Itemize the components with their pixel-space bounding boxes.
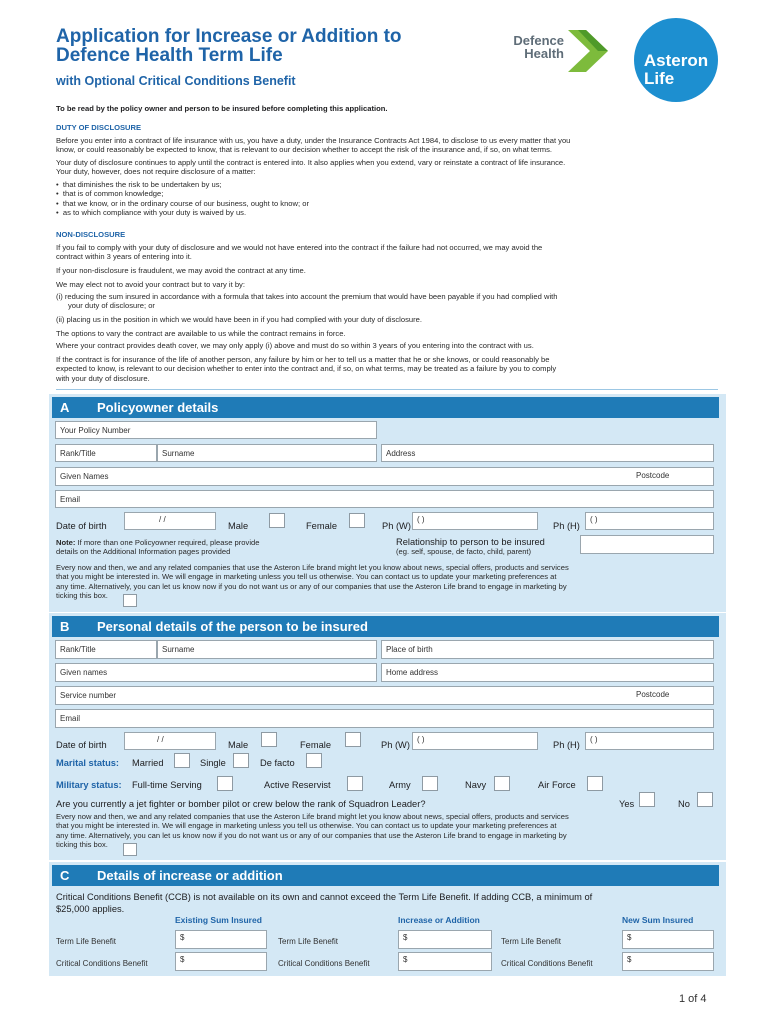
dob-field[interactable]: / / bbox=[124, 512, 216, 530]
ph-w-label: Ph (W) bbox=[382, 521, 411, 531]
nondisclosure-paragraph-1: If you fail to comply with your duty of disclosure and we would not have entered into the contract if the failure had not occurred, we may avoid the contract within 3 years of entering into it. bbox=[56, 243, 543, 262]
b-email-field[interactable]: Email bbox=[55, 709, 714, 728]
female-checkbox[interactable] bbox=[349, 513, 365, 528]
increase-critical-field[interactable]: $ bbox=[398, 952, 492, 971]
male-label: Male bbox=[228, 521, 249, 531]
b-female-checkbox[interactable] bbox=[345, 732, 361, 747]
given-names-field[interactable]: Given Names bbox=[55, 467, 714, 486]
postcode-label: Postcode bbox=[636, 471, 670, 480]
b-male-label: Male bbox=[228, 740, 249, 750]
married-checkbox[interactable] bbox=[174, 753, 190, 768]
army-checkbox[interactable] bbox=[422, 776, 438, 791]
list-item: • that diminishes the risk to be undertaken by us; bbox=[56, 180, 222, 189]
intro-text: To be read by the policy owner and person to be insured before completing this application. bbox=[56, 104, 388, 113]
page-number: 1 of 4 bbox=[679, 993, 707, 1005]
female-label: Female bbox=[306, 521, 338, 531]
existing-term-life-field[interactable]: $ bbox=[175, 930, 267, 949]
ccb-note: Critical Conditions Benefit (CCB) is not available on its own and cannot exceed the Term Life Benefit. If adding CCB, a minimum of $25,000 applies. bbox=[56, 892, 593, 914]
de-facto-label: De facto bbox=[260, 758, 295, 768]
ph-h-field[interactable]: ( ) bbox=[585, 512, 714, 530]
b-ph-w-label: Ph (W) bbox=[381, 740, 410, 750]
section-b-marketing-checkbox[interactable] bbox=[123, 843, 137, 856]
term-life-label-3: Term Life Benefit bbox=[501, 937, 562, 946]
b-male-checkbox[interactable] bbox=[261, 732, 277, 747]
section-a-header: A Policyowner details bbox=[52, 397, 719, 418]
b-ph-w-field[interactable]: ( ) bbox=[412, 732, 538, 750]
full-time-label: Full-time Serving bbox=[132, 780, 202, 790]
nondisclosure-paragraph-4: (i) reducing the sum insured in accordance with a formula that takes into account the premium that would have been payable if you had complied with your duty of disclosure; or bbox=[56, 292, 558, 311]
military-status-label: Military status: bbox=[56, 780, 122, 790]
air-force-checkbox[interactable] bbox=[587, 776, 603, 791]
jet-pilot-question: Are you currently a jet fighter or bomber pilot or crew below the rank of Squadron Leader? bbox=[56, 799, 426, 809]
section-b-marketing-text: Every now and then, we and any related companies that use the Asteron Life brand might let you know about news, special offers, products and services that you might be interested in. We will engage in marketing unless you tell us otherwise. You can contact us to update your marketing preferences at any time. Alternatively, you can let us know now if you do not want us or any of our companies that use the Asteron Life brand to engage in marketing by ticking this box. bbox=[56, 812, 569, 850]
relationship-field[interactable] bbox=[580, 535, 714, 554]
de-facto-checkbox[interactable] bbox=[306, 753, 322, 768]
critical-label-3: Critical Conditions Benefit bbox=[501, 959, 593, 968]
section-a-marketing-text: Every now and then, we and any related companies that use the Asteron Life brand might let you know about news, special offers, products and services that you might be interested in. We will engage in marketing unless you tell us otherwise. You can contact us to update your marketing preferences at any time. Alternatively, you can let us know now if you do not want us or any of our companies that use the Asteron Life brand to engage in marketing by ticking this box. bbox=[56, 563, 569, 601]
policyowner-note: Note: If more than one Policyowner required, please provide details on the Additional Information pages provided bbox=[56, 538, 260, 557]
single-label: Single bbox=[200, 758, 226, 768]
duty-heading: DUTY OF DISCLOSURE bbox=[56, 123, 142, 132]
list-item: • that is of common knowledge; bbox=[56, 189, 164, 199]
term-life-label-2: Term Life Benefit bbox=[278, 937, 339, 946]
nondisclosure-paragraph-5: (ii) placing us in the position in which we would have been in if you had complied with your duty of disclosure. bbox=[56, 315, 422, 324]
nondisclosure-paragraph-7: Where your contract provides death cover, we may only apply (i) above and must do so within 3 years of you entering into the contract with us. bbox=[56, 341, 534, 350]
navy-checkbox[interactable] bbox=[494, 776, 510, 791]
active-reservist-checkbox[interactable] bbox=[347, 776, 363, 791]
b-ph-h-label: Ph (H) bbox=[553, 740, 580, 750]
policy-number-field[interactable]: Your Policy Number bbox=[55, 421, 377, 439]
duty-paragraph-1: Before you enter into a contract of life insurance with us, you have a duty, under the Insurance Contracts Act 1984, to disclose to us every matter that you know, or could reasonably be expected to know, that is relevant to our decision whether to accept the risk of the insurance and, if so, on what terms. bbox=[56, 136, 571, 155]
b-place-of-birth-field[interactable]: Place of birth bbox=[381, 640, 714, 659]
duty-bullets bbox=[56, 180, 309, 218]
jet-no-checkbox[interactable] bbox=[697, 792, 713, 807]
full-time-checkbox[interactable] bbox=[217, 776, 233, 791]
b-rank-title-field[interactable]: Rank/Title bbox=[55, 640, 157, 659]
ph-h-label: Ph (H) bbox=[553, 521, 580, 531]
dob-label: Date of birth bbox=[56, 521, 107, 531]
critical-label: Critical Conditions Benefit bbox=[56, 959, 148, 968]
army-label: Army bbox=[389, 780, 411, 790]
increase-heading: Increase or Addition bbox=[398, 915, 480, 925]
b-home-address-field[interactable]: Home address bbox=[381, 663, 714, 682]
married-label: Married bbox=[132, 758, 164, 768]
b-female-label: Female bbox=[300, 740, 332, 750]
yes-label: Yes bbox=[619, 799, 635, 809]
term-life-label: Term Life Benefit bbox=[56, 937, 117, 946]
critical-label-2: Critical Conditions Benefit bbox=[278, 959, 370, 968]
no-label: No bbox=[678, 799, 690, 809]
address-field[interactable]: Address bbox=[381, 444, 714, 462]
b-surname-field[interactable]: Surname bbox=[157, 640, 377, 659]
page-subtitle: with Optional Critical Conditions Benefit bbox=[56, 74, 296, 88]
male-checkbox[interactable] bbox=[269, 513, 285, 528]
list-item: • that we know, or in the ordinary course of our business, ought to know; or bbox=[56, 198, 309, 208]
existing-critical-field[interactable]: $ bbox=[175, 952, 267, 971]
rank-title-field[interactable]: Rank/Title bbox=[55, 444, 157, 462]
b-dob-field[interactable]: / / bbox=[124, 732, 216, 750]
increase-term-life-field[interactable]: $ bbox=[398, 930, 492, 949]
relationship-label: Relationship to person to be insured (eg. self, spouse, de facto, child, parent) bbox=[396, 537, 545, 556]
marital-status-label: Marital status: bbox=[56, 758, 120, 768]
list-item: • as to which compliance with your duty is waived by us. bbox=[56, 208, 247, 218]
asteron-life-logo: Asteron Life bbox=[634, 18, 718, 102]
new-critical-field[interactable]: $ bbox=[622, 952, 714, 971]
surname-field[interactable]: Surname bbox=[157, 444, 377, 462]
b-given-names-field[interactable]: Given names bbox=[55, 663, 377, 682]
duty-paragraph-2: Your duty of disclosure continues to apply until the contract is entered into. It also applies when you extend, vary or reinstate a contract of life insurance. Your duty, however, does not require disclosure of a matter: bbox=[56, 158, 566, 177]
b-dob-label: Date of birth bbox=[56, 740, 107, 750]
nondisclosure-paragraph-2: If your non-disclosure is fraudulent, we may avoid the contract at any time. bbox=[56, 266, 306, 275]
section-b-header: B Personal details of the person to be insured bbox=[52, 616, 719, 637]
navy-label: Navy bbox=[465, 780, 487, 790]
b-postcode-label: Postcode bbox=[636, 690, 670, 699]
b-ph-h-field[interactable]: ( ) bbox=[585, 732, 714, 750]
section-c-header: C Details of increase or addition bbox=[52, 865, 719, 886]
nondisclosure-paragraph-6: The options to vary the contract are available to us while the contract remains in force. bbox=[56, 329, 346, 338]
divider bbox=[56, 389, 718, 390]
b-service-number-field[interactable]: Service number bbox=[55, 686, 714, 705]
page-title: Application for Increase or Addition to Defence Health Term Life bbox=[56, 26, 402, 66]
defence-health-logo: Defence Health bbox=[512, 30, 612, 74]
email-field[interactable]: Email bbox=[55, 490, 714, 508]
single-checkbox[interactable] bbox=[233, 753, 249, 768]
new-term-life-field[interactable]: $ bbox=[622, 930, 714, 949]
section-a-marketing-checkbox[interactable] bbox=[123, 594, 137, 607]
active-reservist-label: Active Reservist bbox=[264, 780, 331, 790]
jet-yes-checkbox[interactable] bbox=[639, 792, 655, 807]
ph-w-field[interactable]: ( ) bbox=[412, 512, 538, 530]
chevron-logo-icon bbox=[568, 30, 612, 72]
nondisclosure-heading: NON-DISCLOSURE bbox=[56, 230, 126, 239]
nondisclosure-paragraph-3: We may elect not to avoid your contract but to vary it by: bbox=[56, 280, 245, 289]
existing-sum-heading: Existing Sum Insured bbox=[175, 915, 262, 925]
air-force-label: Air Force bbox=[538, 780, 576, 790]
new-sum-heading: New Sum Insured bbox=[622, 915, 694, 925]
nondisclosure-paragraph-8: If the contract is for insurance of the life of another person, any failure by him or her to tell us a matter that he or she knows, or could reasonably be expected to know, is relevant to our decision whether to enter into the contract and, if so, on what terms, may be treated as a failure by you to comply with your duty of disclosure. bbox=[56, 355, 557, 383]
